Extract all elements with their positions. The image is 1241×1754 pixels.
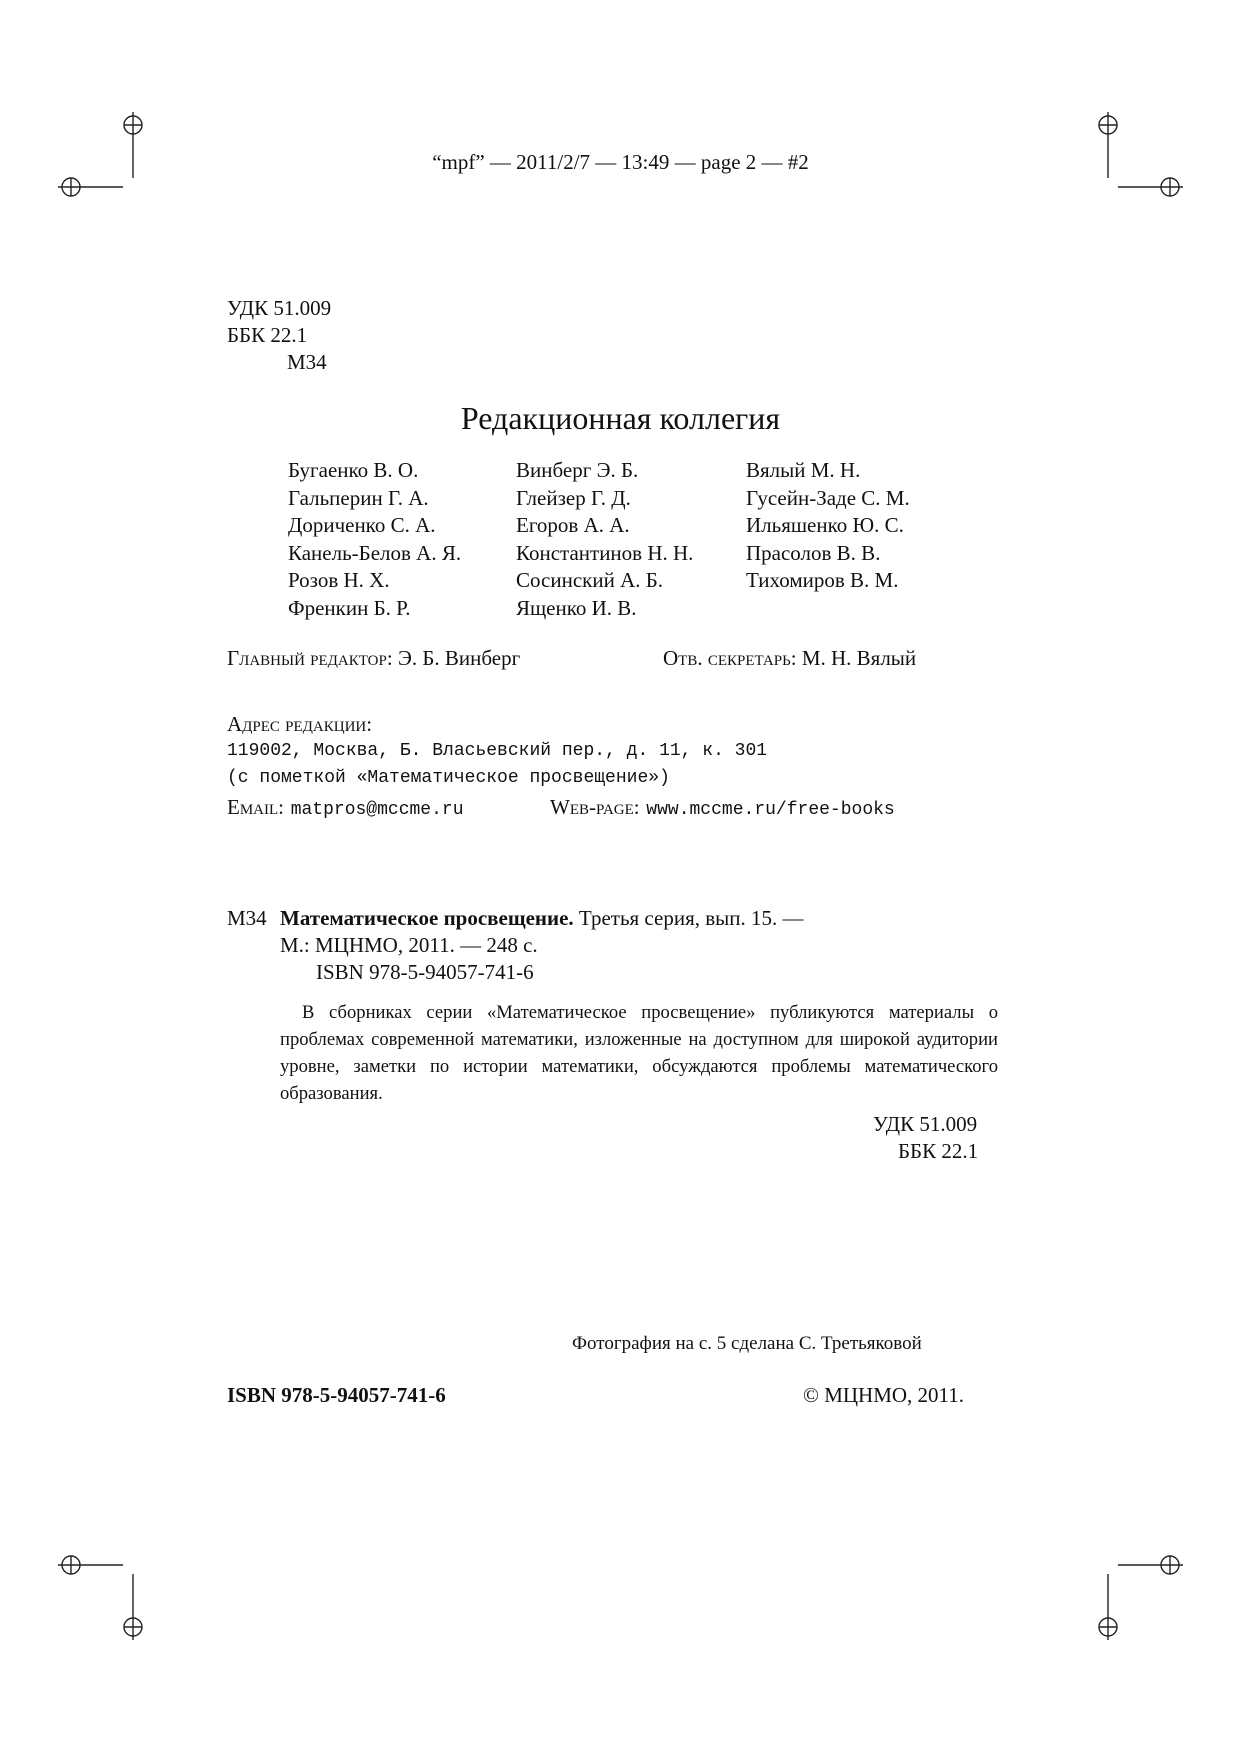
crop-mark-bottom-left xyxy=(56,1552,176,1642)
web-link[interactable]: www.mccme.ru/free-books xyxy=(646,800,895,820)
book-series: Третья серия, вып. 15. — xyxy=(578,906,804,930)
abstract xyxy=(280,999,998,1107)
board-member: Тихомиров В. М. xyxy=(746,568,899,592)
board-member: Ильяшенко Ю. С. xyxy=(746,513,904,537)
board-column-3 xyxy=(746,457,910,595)
abstract-text: В сборниках серии «Математическое просвещение» публикуются материалы о проблемах современной математики, изложенные на доступном для широкой аудитории уровне, заметки по истории математики, обсуждаются проблемы математического образования. xyxy=(280,1002,998,1104)
address-line-2: (с пометкой «Математическое просвещение») xyxy=(227,768,670,788)
board-member: Бугаенко В. О. xyxy=(288,458,419,482)
board-column-2 xyxy=(516,457,693,622)
secretary-line xyxy=(663,646,916,671)
photo-credit: Фотография на с. 5 сделана С. Третьяковой xyxy=(572,1333,922,1354)
udk-code: УДК 51.009 xyxy=(227,296,332,320)
footer-isbn-text: ISBN 978-5-94057-741-6 xyxy=(227,1383,446,1407)
chief-editor-name: Э. Б. Винберг xyxy=(397,646,521,670)
board-member: Глейзер Г. Д. xyxy=(516,485,631,510)
board-member: Френкин Б. Р. xyxy=(288,595,411,620)
board-member: Вялый М. Н. xyxy=(746,458,861,482)
catalog-isbn: ISBN 978-5-94057-741-6 xyxy=(316,960,534,984)
board-member: Егоров А. А. xyxy=(516,513,630,537)
board-member: Ященко И. В. xyxy=(516,595,637,620)
email-label: Email: xyxy=(227,795,284,819)
email-line xyxy=(227,795,464,820)
board-member: Константинов Н. Н. xyxy=(516,540,694,565)
board-member: Прасолов В. В. xyxy=(746,540,881,565)
book-title: Математическое просвещение. xyxy=(280,906,574,930)
address-label: Адрес редакции: xyxy=(227,712,373,736)
board-member: Гусейн-Заде С. М. xyxy=(746,485,910,510)
catalog-bbk: ББК 22.1 xyxy=(898,1139,979,1163)
board-column-1 xyxy=(288,457,461,622)
footer-copyright: © МЦНМО, 2011. xyxy=(803,1383,965,1407)
chief-editor-line xyxy=(227,646,520,671)
bbk-code: ББК 22.1 xyxy=(227,323,308,347)
catalog-title-line xyxy=(280,906,804,931)
running-header: “mpf” — 2011/2/7 — 13:49 — page 2 — #2 xyxy=(432,150,809,174)
publisher-line: М.: МЦНМО, 2011. — 248 с. xyxy=(280,933,538,957)
board-member: Гальперин Г. А. xyxy=(288,485,429,510)
secretary-name: М. Н. Вялый xyxy=(801,646,917,670)
secretary-label: Отв. секретарь: xyxy=(663,646,797,670)
chief-editor-label: Главный редактор: xyxy=(227,646,393,670)
address-line-1: 119002, Москва, Б. Власьевский пер., д. 11, к. 301 xyxy=(227,741,768,761)
editorial-board-title: Редакционная коллегия xyxy=(460,400,781,436)
web-line xyxy=(550,795,895,820)
catalog-mark: М34 xyxy=(227,906,267,930)
board-member: Сосинский А. Б. xyxy=(516,568,664,592)
web-label: Web-page: xyxy=(550,795,640,819)
footer-isbn xyxy=(227,1383,446,1408)
email-link[interactable]: matpros@mccme.ru xyxy=(290,800,464,820)
crop-mark-bottom-right xyxy=(1065,1552,1185,1642)
board-member: Канель-Белов А. Я. xyxy=(288,540,462,565)
author-mark: М34 xyxy=(287,350,327,374)
board-member: Розов Н. Х. xyxy=(288,568,390,592)
board-member: Винберг Э. Б. xyxy=(516,458,639,482)
board-member: Дориченко С. А. xyxy=(288,513,436,537)
catalog-udk: УДК 51.009 xyxy=(873,1112,978,1136)
